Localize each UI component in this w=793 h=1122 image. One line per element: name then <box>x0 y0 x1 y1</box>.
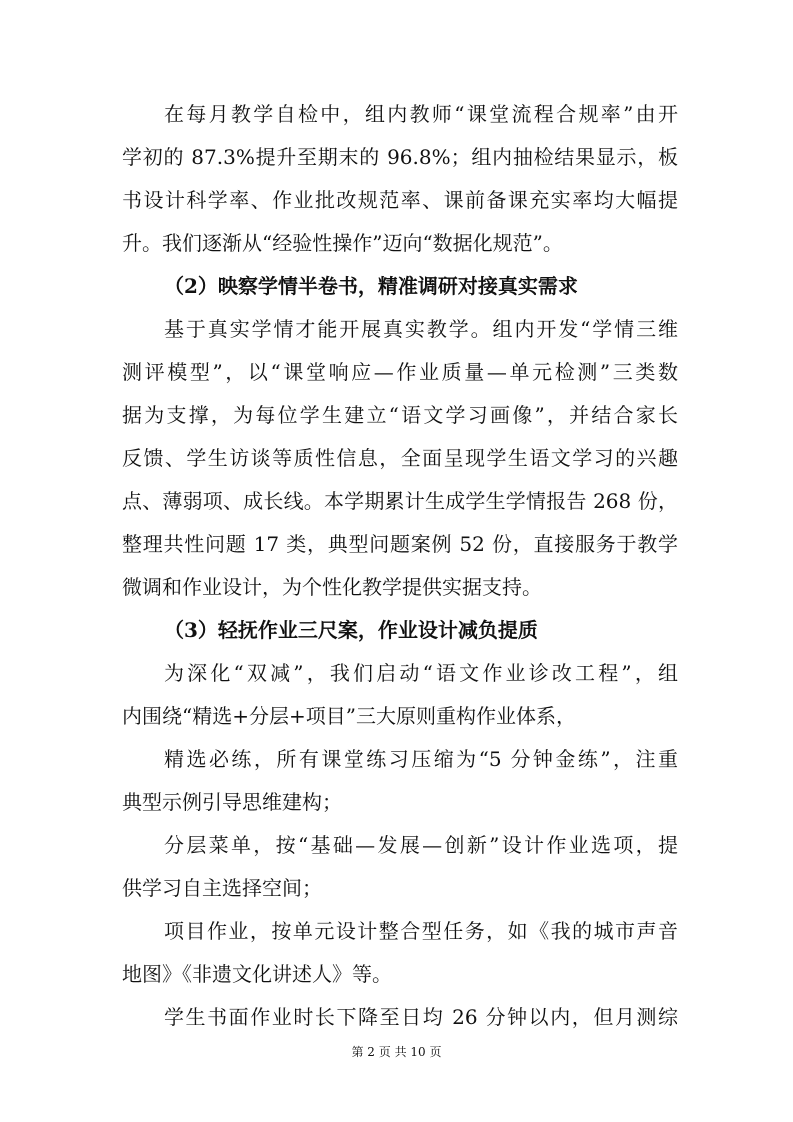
page-footer <box>0 1044 793 1060</box>
paragraph-line: 书设计科学率、作业批改规范率、课前备课充实率均大幅提 <box>122 188 678 212</box>
footer-prefix: 第 <box>351 1045 364 1059</box>
paragraph-line: 项目作业，按单元设计整合型任务，如《我的城市声音 <box>164 919 678 943</box>
paragraph-line: 学生书面作业时长下降至日均 26 分钟以内，但月测综 <box>164 1005 678 1029</box>
paragraph-line: 在每月教学自检中，组内教师“课堂流程合规率”由开 <box>164 102 678 126</box>
paragraph-line: 精选必练，所有课堂练习压缩为“5 分钟金练”，注重 <box>164 747 678 771</box>
paragraph-line: 学初的 87.3%提升至期末的 96.8%；组内抽检结果显示，板 <box>122 145 678 169</box>
footer-total-pages: 10 <box>410 1045 426 1059</box>
paragraph-line: 升。我们逐渐从“经验性操作”迈向“数据化规范”。 <box>122 231 563 255</box>
paragraph-line: 据为支撑，为每位学生建立“语文学习画像”，并结合家长 <box>122 403 678 427</box>
paragraph-line: 地图》《非遗文化讲述人》等。 <box>122 962 392 986</box>
section-heading: （2）映察学情半卷书，精准调研对接真实需求 <box>164 274 578 298</box>
paragraph-line: 测评模型”，以“课堂响应—作业质量—单元检测”三类数 <box>122 360 678 384</box>
paragraph-line: 点、薄弱项、成长线。本学期累计生成学生学情报告 268 份， <box>122 489 678 513</box>
paragraph-line: 基于真实学情才能开展真实教学。组内开发“学情三维 <box>164 317 678 341</box>
paragraph-line: 反馈、学生访谈等质性信息，全面呈现学生语文学习的兴趣 <box>122 446 678 470</box>
footer-page-number: 2 <box>367 1045 375 1059</box>
paragraph-line: 分层菜单，按“基础—发展—创新”设计作业选项，提 <box>164 833 678 857</box>
paragraph-line: 内围绕“精选+分层+项目”三大原则重构作业体系， <box>122 704 576 728</box>
paragraph-line: 微调和作业设计，为个性化教学提供实据支持。 <box>122 575 542 599</box>
paragraph-line: 为深化“双减”，我们启动“语文作业诊改工程”，组 <box>164 661 678 685</box>
section-heading: （3）轻抚作业三尺案，作业设计减负提质 <box>164 618 538 642</box>
paragraph-line: 整理共性问题 17 类，典型问题案例 52 份，直接服务于教学 <box>122 532 678 556</box>
footer-suffix: 页 <box>429 1045 442 1059</box>
paragraph-line: 典型示例引导思维建构； <box>122 790 342 814</box>
footer-middle: 页 共 <box>378 1045 407 1059</box>
paragraph-line: 供学习自主选择空间； <box>122 876 322 900</box>
